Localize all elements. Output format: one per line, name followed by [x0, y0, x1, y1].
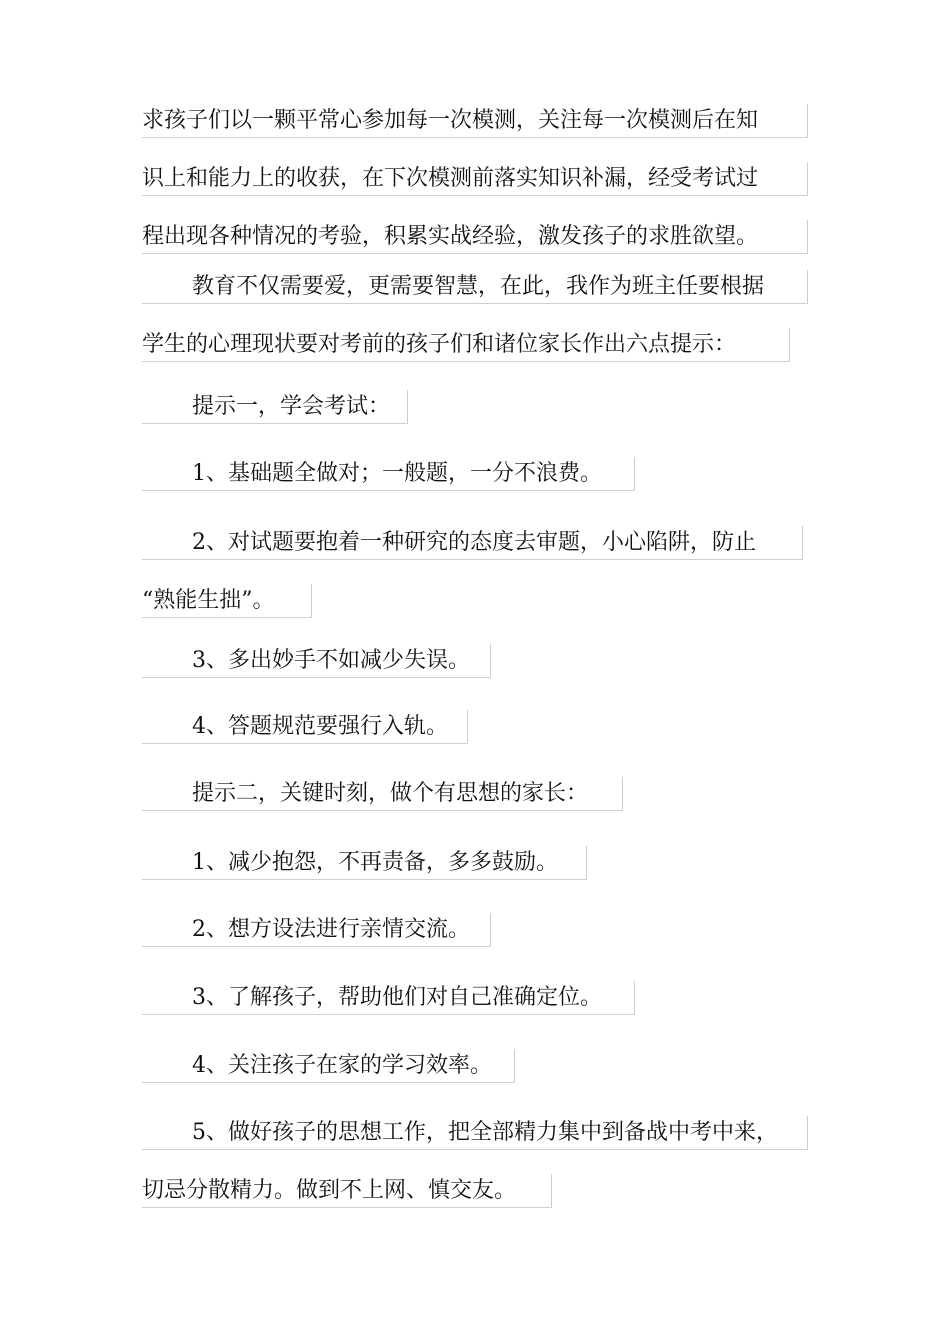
list-item [142, 643, 822, 679]
text-line [142, 327, 822, 363]
line-text: 切忌分散精力。做到不上网、慎交友。 [142, 1174, 552, 1208]
paragraph-continuation [142, 103, 822, 255]
text-line [142, 845, 822, 881]
heading-tip-one [142, 389, 822, 425]
line-text: 程出现各种情况的考验，积累实战经验，激发孩子的求胜欲望。 [142, 220, 808, 254]
text-line [142, 456, 822, 492]
list-item [142, 525, 822, 619]
line-text: 4、答题规范要强行入轨。 [192, 714, 448, 739]
line-text: 求孩子们以一颗平常心参加每一次模测，关注每一次模测后在知 [142, 104, 808, 138]
line-text: 学生的心理现状要对考前的孩子们和诸位家长作出六点提示： [142, 328, 790, 362]
heading-tip-two [142, 776, 822, 812]
text-line [142, 1048, 822, 1084]
text-line [142, 269, 822, 305]
line-text: “熟能生拙”。 [142, 584, 312, 618]
line-text: 4、关注孩子在家的学习效率。 [192, 1053, 492, 1078]
text-line [142, 219, 822, 255]
list-item [142, 1048, 822, 1084]
text-line [142, 980, 822, 1016]
line-text: 3、了解孩子，帮助他们对自己准确定位。 [192, 985, 602, 1010]
list-item [142, 980, 822, 1016]
line-text: 3、多出妙手不如减少失误。 [192, 648, 470, 673]
line-text: 1、基础题全做对；一般题，一分不浪费。 [192, 461, 602, 486]
text-line [142, 103, 822, 139]
text-line [142, 583, 822, 619]
text-line [142, 1173, 822, 1209]
list-item [142, 845, 822, 881]
list-item [142, 912, 822, 948]
text-line [142, 525, 822, 561]
list-item [142, 456, 822, 492]
text-line [142, 776, 822, 812]
text-line [142, 161, 822, 197]
text-line [142, 389, 822, 425]
line-text: 提示二，关键时刻，做个有思想的家长： [192, 781, 589, 806]
text-line [142, 912, 822, 948]
paragraph-intro [142, 269, 822, 363]
line-text: 识上和能力上的收获，在下次模测前落实知识补漏，经受考试过 [142, 162, 808, 196]
line-text: 5、做好孩子的思想工作，把全部精力集中到备战中考中来， [192, 1120, 778, 1145]
line-text: 2、想方设法进行亲情交流。 [192, 917, 470, 942]
line-text: 提示一，学会考试： [192, 394, 391, 419]
line-text: 1、减少抱怨，不再责备，多多鼓励。 [192, 850, 558, 875]
list-item [142, 1115, 822, 1209]
text-line [142, 643, 822, 679]
line-text: 教育不仅需要爱，更需要智慧，在此，我作为班主任要根据 [192, 274, 765, 299]
line-text: 2、对试题要抱着一种研究的态度去审题，小心陷阱，防止 [192, 530, 756, 555]
text-line [142, 1115, 822, 1151]
list-item [142, 709, 822, 745]
text-line [142, 709, 822, 745]
